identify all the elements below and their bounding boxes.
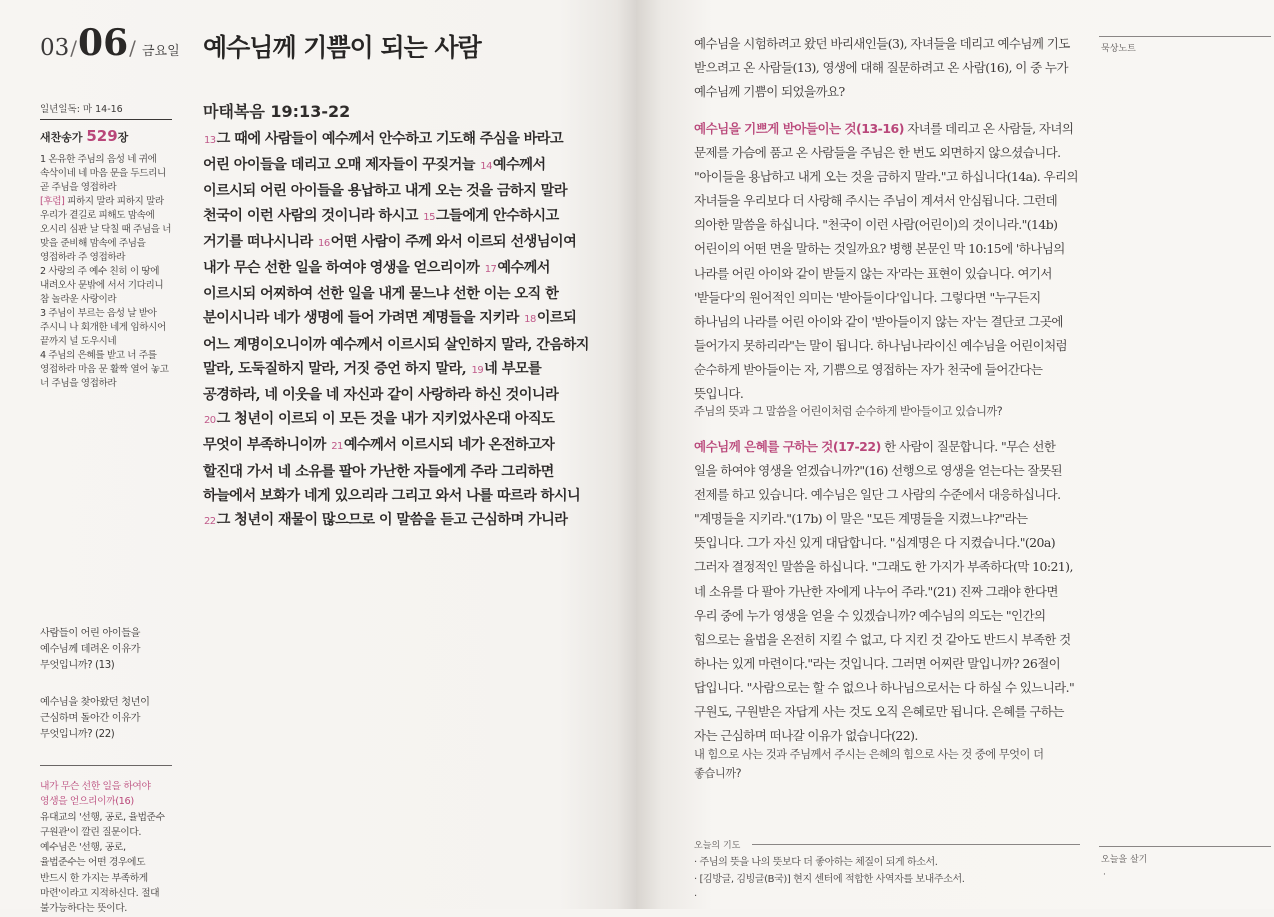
- hymn-refrain: [후렴] 피하지 말라 피하지 말라 우리가 곁길로 피해도 맘속에 오시리 심판 날 닥칠 때 주님을 너 맞을 준비해 맘속에 주님을 영접하라 주 영접하라: [40, 196, 172, 263]
- hymn-heading: 새찬송가 529장: [40, 127, 129, 145]
- verse-text: 네 부모를 공경하라, 네 이웃을 네 자신과 같이 사랑하라 하신 것이니라: [203, 360, 559, 404]
- yearly-reading: 일년일독: 마 14-16: [40, 104, 123, 115]
- hymn-lyrics: [40, 153, 172, 391]
- verse-number: 16: [318, 237, 330, 249]
- intro-paragraph: 예수님을 시험하려고 왔던 바리새인들(3), 자녀들을 데리고 예수님께 기도 받으려고 온 사람들(13), 영생에 대해 질문하려고 온 사람(16), 이 중 누가 예수님께 기쁨이 되었을까요?: [694, 36, 1070, 100]
- verse-number: 22: [204, 516, 216, 528]
- verse-text: 그 청년이 이르되 이 모든 것을 내가 지키었사온대 아직도 무엇이 부족하니이까: [203, 411, 555, 454]
- verse-number: 15: [423, 211, 435, 223]
- verse-text: 그 청년이 재물이 많으므로 이 말씀을 듣고 근심하며 가니라: [216, 512, 568, 529]
- hymn-verse: 2 사랑의 주 예수 친히 이 땅에 내려오사 문밖에 서서 기다리니 참 놀라운 사랑이라: [40, 266, 164, 305]
- section-heading: 예수님께 은혜를 구하는 것(17-22): [694, 439, 881, 454]
- section-body: 자녀를 데리고 온 사람들, 자녀의 문제를 가슴에 품고 온 사람들을 주님은 한 번도 외면하지 않으셨습니다. "아이들을 용납하고 내게 오는 것을 금하지 말라."고 하십니다(14a). 우리의 자녀들을 우리보다 더 사랑해 주시는 주님이 계셔서 안심됩니다. 그런데 의아한 말씀을 하십니다. "천국이 이런 사람(어린이)의 것이니라."(14b) 어린이의 어떤 면을 말하는 것일까요? 병행 본문인 막 10:15에 '하나님의 나라를 어린 아이와 같이 받들지 않는 자'라는 표현이 있습니다. 여기서 '받들다'의 원어적인 의미는 '받아들이다'입니다. 그렇다면 "누구든지 하나님의 나라를 어린 아이와 같이 '받아들이지 않는 자'는 결단코 그곳에 들어가지 못하리라"는 말이 됩니다. 하나님나라이신 예수님을 어린이처럼 순수하게 받아들이는 자, 기쁨으로 영접하는 자가 천국에 들어간다는 뜻입니다.: [694, 121, 1078, 402]
- verse-number: 14: [480, 161, 492, 173]
- study-question: 사람들이 어린 아이들을 예수님께 데려온 이유가 무엇입니까? (13): [40, 628, 141, 671]
- page-title: 예수님께 기쁨이 되는 사람: [203, 33, 481, 62]
- reflection-question: 내 힘으로 사는 것과 주님께서 주시는 은혜의 힘으로 사는 것 중에 무엇이 더 좋습니까?: [694, 748, 1044, 780]
- prayer-item: · [김방글, 김빙글(B국)] 현지 센터에 적합한 사역자를 보내주소서.: [694, 874, 965, 885]
- date-header: 03/06/ 금요일: [40, 22, 180, 64]
- verse-text: 예수께서 이르시되 어린 아이들을 용납하고 내게 오는 것을 금하지 말라 천국이 이런 사람의 것이니라 하시고: [203, 157, 567, 224]
- verse-text: 예수께서 이르시되 네가 온전하고자 할진대 가서 네 소유를 팔아 가난한 자들에게 주라 그리하면 하늘에서 보화가 네게 있으리라 그리고 와서 나를 따르라 하시니: [203, 437, 581, 504]
- weekday: 금요일: [141, 44, 180, 59]
- verse-number: 20: [204, 415, 216, 427]
- verse-text: 그 때에 사람들이 예수께서 안수하고 기도해 주심을 바라고 어린 아이들을 데리고 오매 제자들이 꾸짖거늘: [203, 131, 564, 174]
- note-highlight: 내가 무슨 선한 일을 하여야 영생을 얻으리이까(16): [40, 781, 151, 808]
- verse-number: 13: [204, 135, 216, 146]
- verse-text: 예수께서 이르시되 어찌하여 선한 일을 내게 묻느냐 선한 이는 오직 한 분이시니라 네가 생명에 들어 가려면 계명들을 지키라: [203, 260, 559, 327]
- left-page: [0, 0, 636, 915]
- hymn-verse: 1 온유한 주님의 음성 네 귀에 속삭이네 네 마음 문을 두드리니 곧 주님을 영접하라: [40, 154, 166, 193]
- explanation-note: [40, 779, 172, 917]
- divider: [40, 119, 172, 120]
- section-heading: 예수님을 기쁘게 받아들이는 것(13-16): [694, 121, 904, 136]
- today-life-label: 오늘을 살기: [1101, 855, 1148, 865]
- verse-number: 19: [471, 364, 484, 376]
- divider: [752, 844, 1080, 845]
- divider: [1099, 36, 1271, 37]
- verse-number: 21: [331, 441, 343, 453]
- verse-text: 그들에게 안수하시고 거기를 떠나시니라: [203, 207, 559, 250]
- prayer-list: [694, 854, 1074, 905]
- prayer-item: ·: [694, 891, 697, 902]
- divider: [1099, 846, 1271, 847]
- study-question: 예수님을 찾아왔던 청년이 근심하며 돌아간 이유가 무엇입니까? (22): [40, 697, 150, 740]
- section-1: [694, 117, 1080, 406]
- verse-number: 17: [484, 264, 497, 276]
- meditation-note-label: 묵상노트: [1101, 44, 1136, 54]
- verse-text: 이르되 어느 계명이오니이까 예수께서 이르시되 살인하지 말라, 간음하지 말라, 도둑질하지 말라, 거짓 증언 하지 말라,: [203, 310, 589, 377]
- reflection-question: 주님의 뜻과 그 말씀을 어린이처럼 순수하게 받아들이고 있습니까?: [694, 405, 1003, 418]
- verse-text: 어떤 사람이 주께 와서 이르되 선생님이여 내가 무슨 선한 일을 하여야 영생을 얻으리이까: [203, 233, 577, 277]
- section-body: 한 사람이 질문합니다. "무슨 선한 일을 하여야 영생을 얻겠습니까?"(16) 선행으로 영생을 얻는다는 잘못된 전제를 하고 있습니다. 예수님은 일단 그 사람의 수준에서 대응하십니다. "계명들을 지키라."(17b) 이 말은 "모든 계명들을 지켰느냐?"라는 뜻입니다. 그가 자신 있게 대답합니다. "십계명은 다 지켰습니다."(20a) 그러자 결정적인 말씀을 하십니다. "그래도 한 가지가 부족하다(막 10:21), 네 소유를 다 팔아 가난한 자에게 나누어 주라."(21) 진짜 그래야 한다면 우리 중에 누가 영생을 얻을 수 있겠습니까? 예수님의 의도는 "인간의 힘으로는 율법을 온전히 지킬 수 없고, 다 지킨 것 같아도 반드시 부족한 것 하나는 있게 마련이다."라는 것입니다. 그러면 어찌란 말입니까? 26절이 답입니다. "사람으로는 할 수 없으나 하나님으로서는 다 하실 수 있느니라." 구원도, 구원받은 자답게 사는 것도 오직 은혜로만 됩니다. 은혜를 구하는 자는 근심하며 떠나갈 이유가 없습니다(22).: [694, 439, 1075, 744]
- verse-number: 18: [524, 314, 536, 326]
- divider: [40, 765, 172, 766]
- day: 06: [78, 22, 129, 64]
- hymn-number: 529: [86, 127, 118, 145]
- month: 03: [40, 35, 70, 61]
- note-body: 유대교의 '선행, 공로, 율법준수 구원관'이 깔린 질문이다. 예수님은 '선행, 공로, 율법준수는 어떤 경우에도 반드시 한 가지는 부족하게 마련'이라고 지적하신다. 절대 불가능하다는 뜻이다.: [40, 811, 165, 915]
- section-2: [694, 435, 1080, 748]
- verse: [203, 512, 567, 528]
- scripture-text: [203, 127, 589, 534]
- hymn-verse: 4 주님의 은혜를 받고 너 주를 영접하라 마음 문 활짝 열어 놓고 너 주님을 영접하라: [40, 350, 169, 389]
- passage-reference: 마태복음 19:13-22: [203, 102, 351, 121]
- today-life-bullet: ·: [1103, 870, 1106, 880]
- hymn-verse: 3 주님이 부르는 음성 날 받아 주시니 나 회개한 네게 임하시어 끝까지 널 도우시네: [40, 308, 166, 347]
- prayer-item: · 주님의 뜻을 나의 뜻보다 더 좋아하는 체질이 되게 하소서.: [694, 857, 938, 868]
- prayer-label: 오늘의 기도: [694, 841, 741, 851]
